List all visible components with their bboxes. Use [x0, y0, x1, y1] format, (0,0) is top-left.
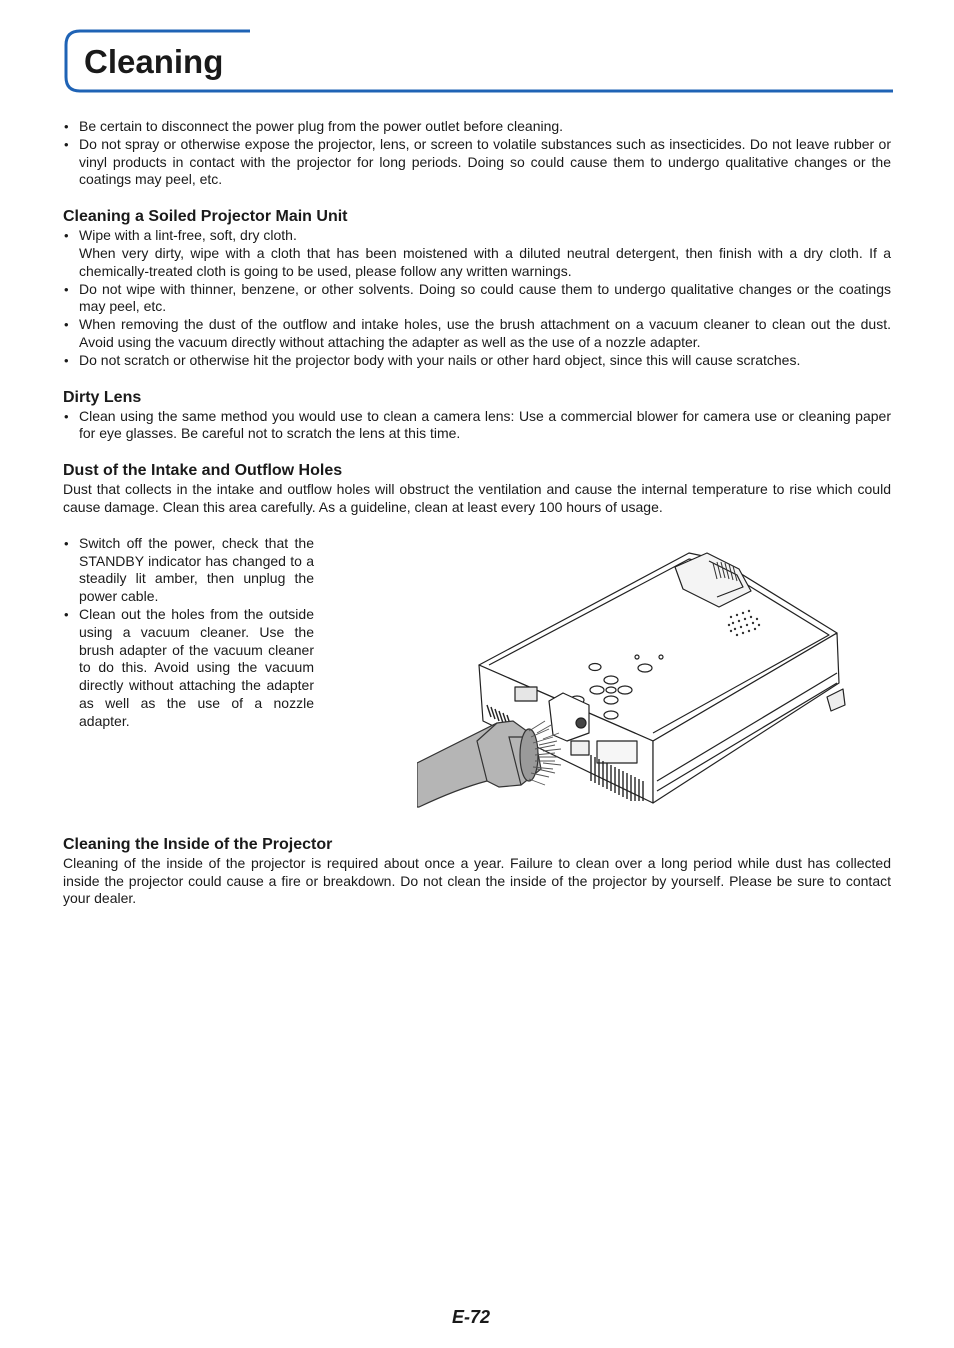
projector-vacuum-illustration: [417, 545, 863, 825]
vacuum-hose: [417, 721, 541, 807]
section-dust-holes: [63, 461, 891, 835]
main-unit-bullet-2: • Do not wipe with thinner, benzene, or other solvents. Doing so could cause them to undergo qualitative changes or the coatings may peel, etc.: [63, 281, 891, 317]
main-unit-bullet-1-continuation: When very dirty, wipe with a cloth that has been moistened with a diluted neutral detergent, then finish with a dry cloth. If a chemically-treated cloth is going to be used, please follow any written warnings.: [79, 244, 891, 279]
dirty-lens-bullet-1: • Clean using the same method you would use to clean a camera lens: Use a commercial blower for camera use or cleaning paper for eye glasses. Be careful not to scratch the lens at this time.: [63, 408, 891, 444]
dust-holes-bullet-1: • Switch off the power, check that the STANDBY indicator has changed to a steadily lit amber, then unplug the power cable.: [63, 535, 314, 606]
section-dirty-lens: [63, 388, 891, 444]
inside-paragraph: Cleaning of the inside of the projector is required about once a year. Failure to clean over a long period while dust has collected inside the projector could cause a fire or breakdown. Do not clean the inside of the projector by yourself. Please be sure to contact your dealer.: [63, 854, 891, 907]
intro-bullet-1: • Be certain to disconnect the power plug from the power outlet before cleaning.: [63, 118, 891, 136]
dust-holes-bullet-2: • Clean out the holes from the outside using a vacuum cleaner. Use the brush adapter of the vacuum cleaner to do this. Avoid using the vacuum directly without attaching the adapter as well as the use of a nozzle adapter.: [63, 606, 314, 731]
section-heading-dirty-lens: Dirty Lens: [63, 388, 142, 406]
intro-bullet-2: • Do not spray or otherwise expose the projector, lens, or screen to volatile substances such as insecticides. Do not leave rubber or vinyl products in contact with the projector for long periods. Doing so could cause them to undergo qualitative changes or the coatings may peel, etc.: [63, 136, 891, 189]
dust-holes-bullet-list: [63, 535, 314, 731]
dust-holes-body: [63, 535, 891, 835]
section-inside: [63, 835, 891, 908]
section-main-unit: [63, 207, 891, 369]
section-heading-main-unit: Cleaning a Soiled Projector Main Unit: [63, 208, 348, 226]
main-unit-bullet-list: [63, 227, 891, 369]
main-unit-bullet-4: • Do not scratch or otherwise hit the projector body with your nails or other hard object, since this will cause scratches.: [63, 352, 891, 370]
main-unit-bullet-1-line: Wipe with a lint-free, soft, dry cloth.: [79, 227, 297, 244]
dust-holes-paragraph: Dust that collects in the intake and outflow holes will obstruct the ventilation and cause the internal temperature to rise which could cause damage. Clean this area carefully. As a guideline, clean at least every 100 hours of usage.: [63, 481, 891, 515]
title-frame: [64, 29, 893, 93]
dirty-lens-bullet-list: [63, 408, 891, 444]
intro-bullet-list: [63, 118, 891, 189]
page-title: Cleaning: [84, 43, 224, 80]
page-number: E-72: [452, 1307, 491, 1327]
main-unit-bullet-3: • When removing the dust of the outflow and intake holes, use the brush attachment on a vacuum cleaner to clean out the dust. Avoid using the vacuum directly without attaching the adapter as well as the use of a nozzle adapter.: [63, 316, 891, 352]
section-heading-dust-holes: Dust of the Intake and Outflow Holes: [63, 462, 343, 480]
page-content: [63, 118, 891, 908]
section-heading-inside: Cleaning the Inside of the Projector: [63, 835, 333, 853]
main-unit-bullet-1: [63, 227, 891, 280]
